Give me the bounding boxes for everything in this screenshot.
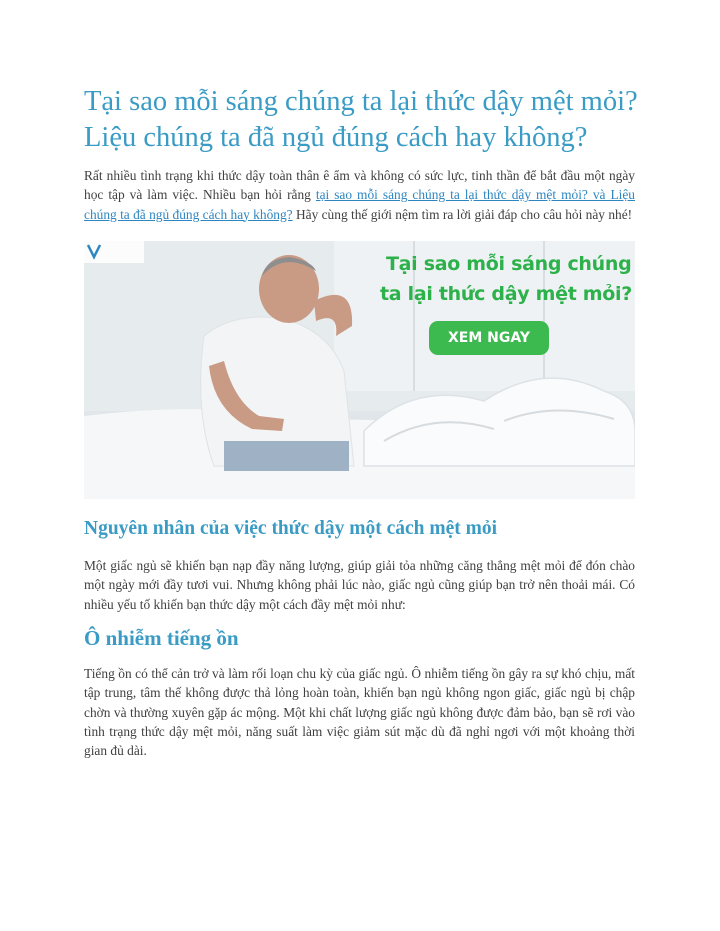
intro-text-before: Rất nhiều tình trạng khi thức dậy toàn thân ê ẩm và không có sức lực, tinh thần để bắt đầu một ngày học tập và làm việc. Nhiều bạn hỏi rằng <box>84 168 635 203</box>
banner-image[interactable] <box>84 241 635 499</box>
banner-line-2: ta lại thức dậy mệt mỏi? <box>380 283 632 305</box>
xem-ngay-button[interactable]: XEM NGAY <box>429 321 549 355</box>
intro-paragraph <box>84 166 635 224</box>
banner-line-1: Tại sao mỗi sáng chúng <box>386 253 632 275</box>
section-paragraph-cause: Một giấc ngủ sẽ khiến bạn nạp đầy năng lượng, giúp giải tỏa những căng thẳng mệt mỏi để đón chào một ngày mới đầy tươi vui. Nhưng không phải lúc nào, giấc ngủ cũng giúp bạn trở nên thoải mái. Có nhiều yếu tố khiến bạn thức dậy một cách đầy mệt mỏi như: <box>84 558 635 612</box>
title-line-2: Liệu chúng ta đã ngủ đúng cách hay không? <box>84 122 588 153</box>
title-line-1: Tại sao mỗi sáng chúng ta lại thức dậy mệt mỏi? <box>84 86 638 117</box>
section-heading-cause: Nguyên nhân của việc thức dậy một cách mệt mỏi <box>84 518 498 539</box>
section-paragraph-noise: Tiếng ồn có thể cản trở và làm rối loạn chu kỳ của giấc ngủ. Ô nhiễm tiếng ồn gây ra sự khó chịu, mất tập trung, tâm thế không được thả lỏng hoàn toàn, khiến bạn ngủ không ngon giấc, giấc ngủ bị chập chờn và thường xuyên gặp ác mộng. Một khi chất lượng giấc ngủ không được đảm bảo, bạn sẽ rơi vào tình trạng thức dậy mệt mỏi, năng suất làm việc giảm sút mặc dù đã nghỉ ngơi với một khoảng thời gian đủ dài. <box>84 666 635 759</box>
intro-text-after: Hãy cùng thế giới nệm tìm ra lời giải đáp cho câu hỏi này nhé! <box>292 206 633 222</box>
section-heading-noise: Ô nhiễm tiếng ồn <box>84 626 239 650</box>
intro-link[interactable]: tại sao mỗi sáng chúng ta lại thức dậy mệt mỏi? và Liệu chúng ta đã ngủ đúng cách hay không? <box>84 187 635 222</box>
article-title <box>84 84 644 156</box>
banner-illustration <box>84 241 635 499</box>
